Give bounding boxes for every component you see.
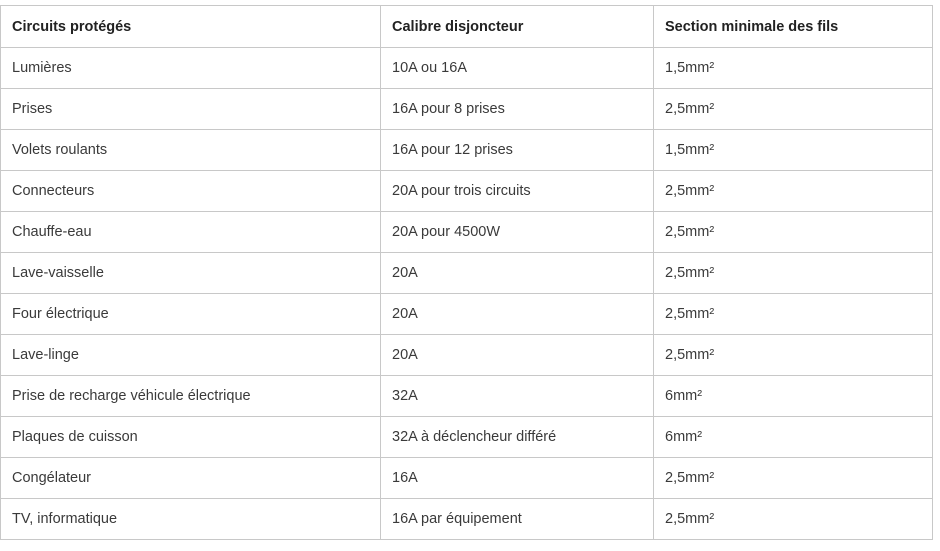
circuit-breaker-table (0, 5, 933, 540)
cell-calibre: 32A à déclencheur différé (381, 417, 654, 458)
cell-calibre: 16A (381, 458, 654, 499)
table-row (1, 376, 933, 417)
table-row (1, 417, 933, 458)
table-row (1, 171, 933, 212)
cell-calibre: 20A (381, 335, 654, 376)
cell-section: 6mm² (654, 417, 933, 458)
cell-calibre: 20A (381, 253, 654, 294)
table-row (1, 212, 933, 253)
header-section: Section minimale des fils (654, 6, 933, 48)
table-row (1, 499, 933, 540)
cell-calibre: 10A ou 16A (381, 48, 654, 89)
cell-section: 2,5mm² (654, 499, 933, 540)
header-circuits: Circuits protégés (1, 6, 381, 48)
cell-circuit: Congélateur (1, 458, 381, 499)
cell-circuit: Volets roulants (1, 130, 381, 171)
cell-circuit: Lave-linge (1, 335, 381, 376)
cell-section: 1,5mm² (654, 48, 933, 89)
cell-section: 2,5mm² (654, 294, 933, 335)
cell-circuit: Chauffe-eau (1, 212, 381, 253)
cell-calibre: 20A pour 4500W (381, 212, 654, 253)
cell-section: 2,5mm² (654, 253, 933, 294)
cell-circuit: Lave-vaisselle (1, 253, 381, 294)
table-header-row (1, 6, 933, 48)
cell-circuit: Prise de recharge véhicule électrique (1, 376, 381, 417)
table-row (1, 89, 933, 130)
cell-calibre: 16A par équipement (381, 499, 654, 540)
cell-circuit: Plaques de cuisson (1, 417, 381, 458)
cell-section: 2,5mm² (654, 458, 933, 499)
cell-circuit: Prises (1, 89, 381, 130)
cell-circuit: Connecteurs (1, 171, 381, 212)
cell-section: 6mm² (654, 376, 933, 417)
circuit-breaker-table-container (0, 5, 932, 540)
cell-calibre: 20A pour trois circuits (381, 171, 654, 212)
cell-section: 2,5mm² (654, 212, 933, 253)
cell-section: 1,5mm² (654, 130, 933, 171)
cell-section: 2,5mm² (654, 171, 933, 212)
cell-section: 2,5mm² (654, 335, 933, 376)
cell-circuit: Four électrique (1, 294, 381, 335)
cell-calibre: 20A (381, 294, 654, 335)
cell-calibre: 32A (381, 376, 654, 417)
table-row (1, 48, 933, 89)
table-row (1, 458, 933, 499)
table-row (1, 294, 933, 335)
table-row (1, 253, 933, 294)
cell-calibre: 16A pour 8 prises (381, 89, 654, 130)
header-calibre: Calibre disjoncteur (381, 6, 654, 48)
cell-circuit: Lumières (1, 48, 381, 89)
table-row (1, 335, 933, 376)
cell-circuit: TV, informatique (1, 499, 381, 540)
cell-calibre: 16A pour 12 prises (381, 130, 654, 171)
table-row (1, 130, 933, 171)
cell-section: 2,5mm² (654, 89, 933, 130)
